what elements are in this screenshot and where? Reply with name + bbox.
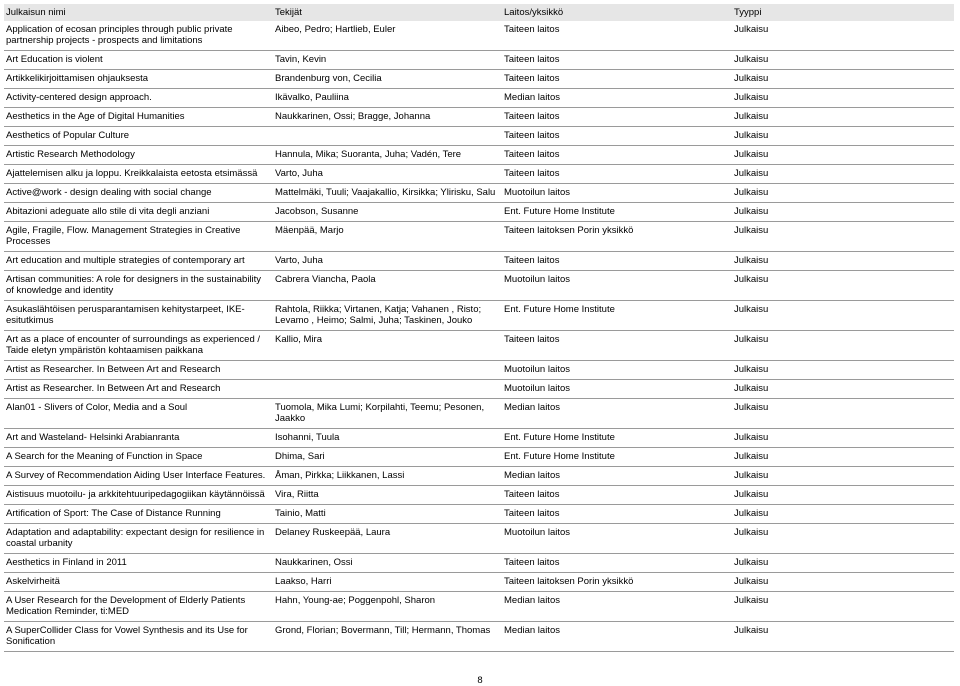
cell-type: Julkaisu [732, 70, 954, 89]
cell-authors: Naukkarinen, Ossi; Bragge, Johanna [273, 108, 502, 127]
cell-title: A User Research for the Development of Elderly Patients Medication Reminder, ti:MED [4, 592, 273, 622]
cell-type: Julkaisu [732, 399, 954, 429]
cell-title: Agile, Fragile, Flow. Management Strategies in Creative Processes [4, 222, 273, 252]
cell-authors: Hahn, Young-ae; Poggenpohl, Sharon [273, 592, 502, 622]
cell-authors [273, 127, 502, 146]
table-row [4, 252, 954, 271]
table-row [4, 467, 954, 486]
cell-title: Art as a place of encounter of surroundings as experienced / Taide eletyn ympäristön kohtaamisen paikkana [4, 331, 273, 361]
table-row [4, 89, 954, 108]
cell-unit: Muotoilun laitos [502, 361, 732, 380]
cell-type: Julkaisu [732, 448, 954, 467]
cell-type: Julkaisu [732, 165, 954, 184]
cell-authors: Delaney Ruskeepää, Laura [273, 524, 502, 554]
cell-type: Julkaisu [732, 380, 954, 399]
cell-authors: Ikävalko, Pauliina [273, 89, 502, 108]
cell-type: Julkaisu [732, 467, 954, 486]
cell-unit: Ent. Future Home Institute [502, 301, 732, 331]
cell-authors: Laakso, Harri [273, 573, 502, 592]
table-row [4, 165, 954, 184]
cell-unit: Muotoilun laitos [502, 380, 732, 399]
cell-type: Julkaisu [732, 252, 954, 271]
cell-type: Julkaisu [732, 21, 954, 51]
cell-type: Julkaisu [732, 429, 954, 448]
cell-type: Julkaisu [732, 51, 954, 70]
cell-type: Julkaisu [732, 222, 954, 252]
cell-title: Art and Wasteland- Helsinki Arabianranta [4, 429, 273, 448]
cell-unit: Taiteen laitos [502, 252, 732, 271]
cell-unit: Taiteen laitoksen Porin yksikkö [502, 573, 732, 592]
cell-authors [273, 380, 502, 399]
cell-authors: Grond, Florian; Bovermann, Till; Hermann, Thomas [273, 622, 502, 652]
cell-authors: Rahtola, Riikka; Virtanen, Katja; Vahanen , Risto; Levamo , Heimo; Salmi, Juha; Taskinen, Jouko [273, 301, 502, 331]
table-row [4, 399, 954, 429]
cell-title: A Survey of Recommendation Aiding User Interface Features. [4, 467, 273, 486]
cell-unit: Taiteen laitos [502, 127, 732, 146]
cell-authors: Mattelmäki, Tuuli; Vaajakallio, Kirsikka; Ylirisku, Salu [273, 184, 502, 203]
cell-unit: Median laitos [502, 622, 732, 652]
table-row [4, 622, 954, 652]
cell-type: Julkaisu [732, 146, 954, 165]
cell-unit: Taiteen laitos [502, 331, 732, 361]
cell-title: Activity-centered design approach. [4, 89, 273, 108]
cell-unit: Taiteen laitos [502, 505, 732, 524]
cell-unit: Ent. Future Home Institute [502, 448, 732, 467]
cell-type: Julkaisu [732, 592, 954, 622]
cell-type: Julkaisu [732, 301, 954, 331]
cell-unit: Median laitos [502, 592, 732, 622]
cell-unit: Taiteen laitos [502, 70, 732, 89]
table-row [4, 361, 954, 380]
table-row [4, 21, 954, 51]
cell-title: Aesthetics of Popular Culture [4, 127, 273, 146]
cell-authors: Tavin, Kevin [273, 51, 502, 70]
cell-authors: Kallio, Mira [273, 331, 502, 361]
cell-title: Artist as Researcher. In Between Art and Research [4, 380, 273, 399]
cell-title: A Search for the Meaning of Function in Space [4, 448, 273, 467]
cell-title: Artification of Sport: The Case of Distance Running [4, 505, 273, 524]
cell-title: Aistisuus muotoilu- ja arkkitehtuuripedagogiikan käytännöissä [4, 486, 273, 505]
cell-authors: Isohanni, Tuula [273, 429, 502, 448]
table-row [4, 184, 954, 203]
table-row [4, 448, 954, 467]
page-number: 8 [477, 675, 483, 686]
table-body [4, 21, 954, 652]
cell-unit: Taiteen laitos [502, 146, 732, 165]
cell-title: Art education and multiple strategies of contemporary art [4, 252, 273, 271]
cell-type: Julkaisu [732, 203, 954, 222]
cell-unit: Median laitos [502, 89, 732, 108]
cell-unit: Taiteen laitos [502, 165, 732, 184]
cell-type: Julkaisu [732, 127, 954, 146]
cell-type: Julkaisu [732, 331, 954, 361]
table-row [4, 203, 954, 222]
table-row [4, 127, 954, 146]
cell-authors: Jacobson, Susanne [273, 203, 502, 222]
cell-authors: Cabrera Viancha, Paola [273, 271, 502, 301]
cell-title: A SuperCollider Class for Vowel Synthesis and its Use for Sonification [4, 622, 273, 652]
cell-authors: Åman, Pirkka; Liikkanen, Lassi [273, 467, 502, 486]
table-row [4, 524, 954, 554]
cell-authors: Aibeo, Pedro; Hartlieb, Euler [273, 21, 502, 51]
table-row [4, 301, 954, 331]
cell-type: Julkaisu [732, 108, 954, 127]
header-type: Tyyppi [732, 4, 954, 21]
table-row [4, 573, 954, 592]
cell-unit: Taiteen laitoksen Porin yksikkö [502, 222, 732, 252]
cell-type: Julkaisu [732, 361, 954, 380]
cell-title: Adaptation and adaptability: expectant design for resilience in coastal urbanity [4, 524, 273, 554]
cell-title: Alan01 - Slivers of Color, Media and a Soul [4, 399, 273, 429]
cell-title: Application of ecosan principles through public private partnership projects - prospects and limitations [4, 21, 273, 51]
header-unit: Laitos/yksikkö [502, 4, 732, 21]
table-row [4, 271, 954, 301]
table-row [4, 505, 954, 524]
publication-page [4, 4, 954, 652]
table-row [4, 331, 954, 361]
cell-type: Julkaisu [732, 554, 954, 573]
header-title: Julkaisun nimi [4, 4, 273, 21]
cell-title: Aesthetics in the Age of Digital Humanities [4, 108, 273, 127]
cell-unit: Muotoilun laitos [502, 271, 732, 301]
cell-unit: Taiteen laitos [502, 486, 732, 505]
cell-title: Artistic Research Methodology [4, 146, 273, 165]
cell-type: Julkaisu [732, 524, 954, 554]
cell-title: Artist as Researcher. In Between Art and Research [4, 361, 273, 380]
table-row [4, 222, 954, 252]
cell-title: Active@work - design dealing with social change [4, 184, 273, 203]
cell-type: Julkaisu [732, 573, 954, 592]
table-header-row [4, 4, 954, 21]
cell-title: Art Education is violent [4, 51, 273, 70]
cell-unit: Taiteen laitos [502, 554, 732, 573]
cell-unit: Taiteen laitos [502, 21, 732, 51]
table-row [4, 429, 954, 448]
table-row [4, 554, 954, 573]
cell-authors: Brandenburg von, Cecilia [273, 70, 502, 89]
cell-unit: Median laitos [502, 467, 732, 486]
cell-unit: Muotoilun laitos [502, 184, 732, 203]
cell-unit: Ent. Future Home Institute [502, 429, 732, 448]
cell-type: Julkaisu [732, 486, 954, 505]
header-authors: Tekijät [273, 4, 502, 21]
table-row [4, 146, 954, 165]
cell-title: Asukaslähtöisen perusparantamisen kehitystarpeet, IKE-esitutkimus [4, 301, 273, 331]
cell-title: Abitazioni adeguate allo stile di vita degli anziani [4, 203, 273, 222]
cell-unit: Ent. Future Home Institute [502, 203, 732, 222]
cell-unit: Taiteen laitos [502, 108, 732, 127]
cell-authors: Tuomola, Mika Lumi; Korpilahti, Teemu; Pesonen, Jaakko [273, 399, 502, 429]
cell-title: Artisan communities: A role for designers in the sustainability of knowledge and identity [4, 271, 273, 301]
publications-table [4, 4, 954, 652]
cell-title: Askelvirheitä [4, 573, 273, 592]
table-row [4, 70, 954, 89]
cell-title: Ajattelemisen alku ja loppu. Kreikkalaista eetosta etsimässä [4, 165, 273, 184]
cell-authors: Varto, Juha [273, 165, 502, 184]
cell-type: Julkaisu [732, 622, 954, 652]
cell-authors [273, 361, 502, 380]
cell-title: Aesthetics in Finland in 2011 [4, 554, 273, 573]
cell-title: Artikkelikirjoittamisen ohjauksesta [4, 70, 273, 89]
cell-authors: Dhima, Sari [273, 448, 502, 467]
table-row [4, 108, 954, 127]
cell-unit: Muotoilun laitos [502, 524, 732, 554]
cell-authors: Naukkarinen, Ossi [273, 554, 502, 573]
cell-authors: Tainio, Matti [273, 505, 502, 524]
table-row [4, 380, 954, 399]
cell-type: Julkaisu [732, 184, 954, 203]
cell-unit: Taiteen laitos [502, 51, 732, 70]
cell-type: Julkaisu [732, 271, 954, 301]
cell-authors: Hannula, Mika; Suoranta, Juha; Vadén, Tere [273, 146, 502, 165]
cell-type: Julkaisu [732, 89, 954, 108]
cell-authors: Mäenpää, Marjo [273, 222, 502, 252]
cell-authors: Vira, Riitta [273, 486, 502, 505]
table-row [4, 486, 954, 505]
cell-type: Julkaisu [732, 505, 954, 524]
cell-unit: Median laitos [502, 399, 732, 429]
table-row [4, 592, 954, 622]
cell-authors: Varto, Juha [273, 252, 502, 271]
table-row [4, 51, 954, 70]
